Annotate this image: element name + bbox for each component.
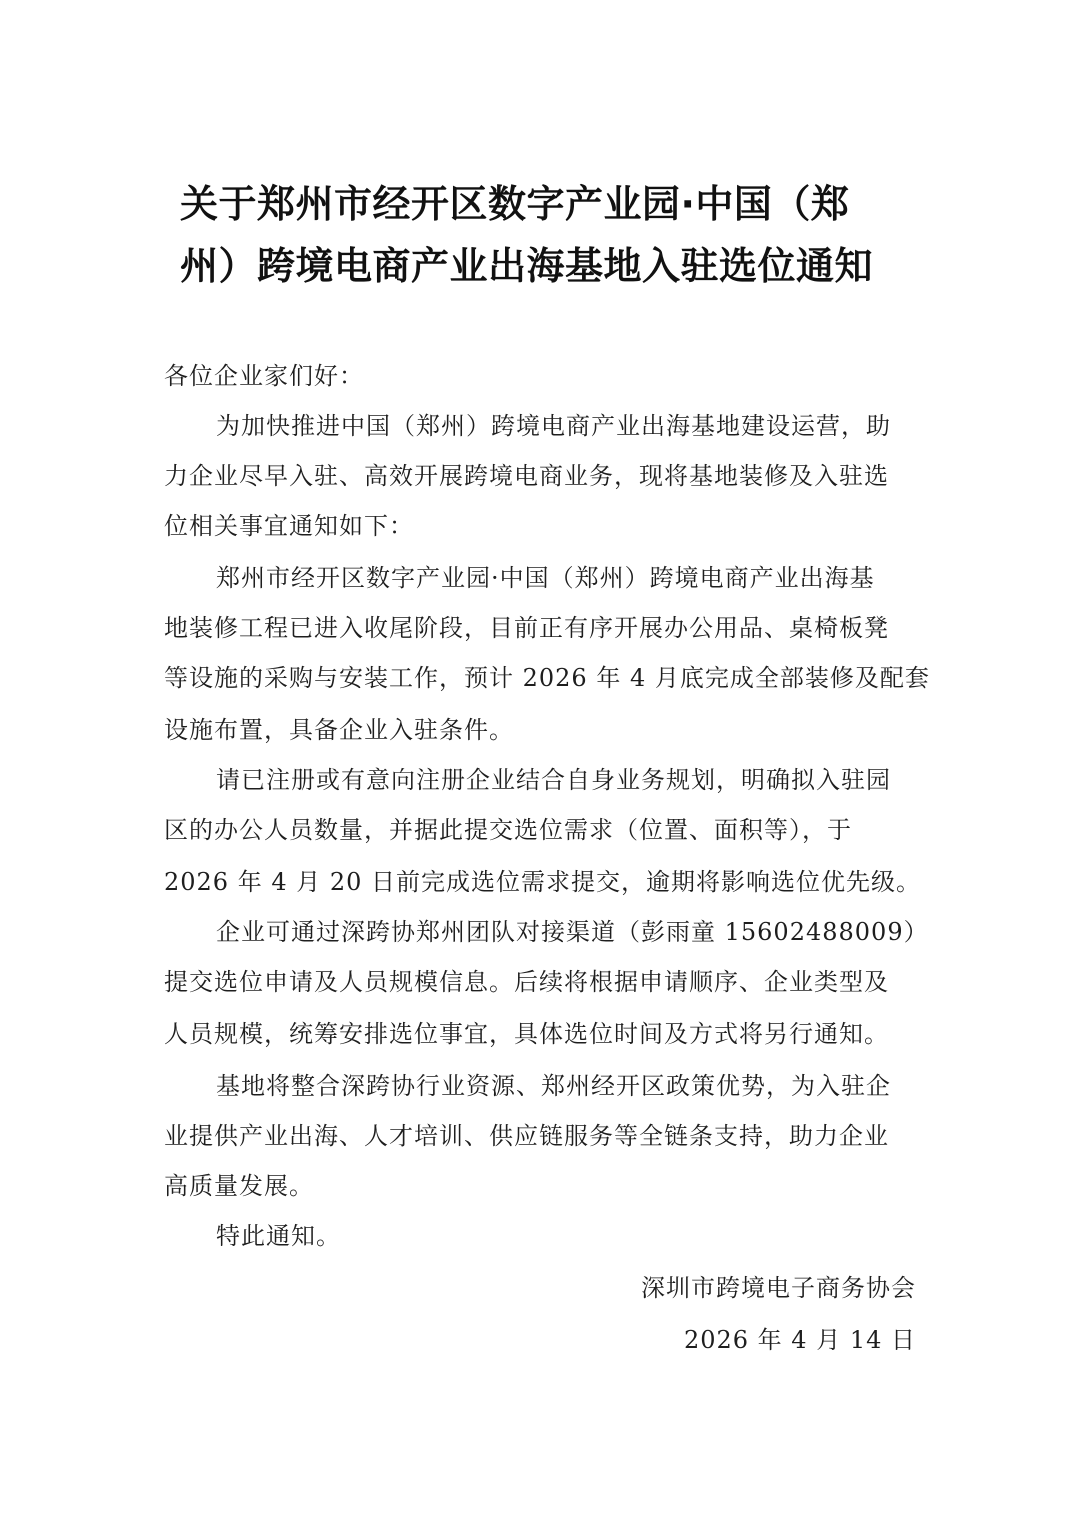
paragraph-5-line-2: 业提供产业出海、人才培训、供应链服务等全链条支持，助力企业 [164, 1122, 889, 1150]
paragraph-1-line-3: 位相关事宜通知如下： [164, 512, 414, 540]
paragraph-1-line-1: 为加快推进中国（郑州）跨境电商产业出海基地建设运营，助 [216, 412, 891, 440]
paragraph-3-line-3: 2026 年 4 月 20 日前完成选位需求提交，逾期将影响选位优先级。 [164, 868, 922, 896]
paragraph-5-line-1: 基地将整合深跨协行业资源、郑州经开区政策优势，为入驻企 [216, 1072, 891, 1100]
document-title-line-1: 关于郑州市经开区数字产业园·中国（郑 [180, 182, 850, 226]
paragraph-3-line-2: 区的办公人员数量，并据此提交选位需求（位置、面积等），于 [164, 816, 852, 844]
paragraph-2-line-3: 等设施的采购与安装工作，预计 2026 年 4 月底完成全部装修及配套 [164, 664, 930, 692]
closing-line: 特此通知。 [216, 1222, 341, 1250]
paragraph-1-line-2: 力企业尽早入驻、高效开展跨境电商业务，现将基地装修及入驻选 [164, 462, 889, 490]
paragraph-2-line-1: 郑州市经开区数字产业园·中国（郑州）跨境电商产业出海基 [216, 564, 875, 592]
paragraph-3-line-1: 请已注册或有意向注册企业结合自身业务规划，明确拟入驻园 [216, 766, 891, 794]
paragraph-2-line-4: 设施布置，具备企业入驻条件。 [164, 716, 514, 744]
salutation: 各位企业家们好： [164, 362, 364, 390]
paragraph-4-line-1: 企业可通过深跨协郑州团队对接渠道（彭雨童 15602488009） [216, 918, 929, 946]
paragraph-4-line-2: 提交选位申请及人员规模信息。后续将根据申请顺序、企业类型及 [164, 968, 889, 996]
paragraph-4-line-3: 人员规模，统筹安排选位事宜，具体选位时间及方式将另行通知。 [164, 1020, 889, 1048]
signature-organization: 深圳市跨境电子商务协会 [641, 1274, 916, 1302]
document-title-line-2: 州）跨境电商产业出海基地入驻选位通知 [180, 244, 874, 288]
paragraph-2-line-2: 地装修工程已进入收尾阶段，目前正有序开展办公用品、桌椅板凳 [164, 614, 889, 642]
signature-date: 2026 年 4 月 14 日 [683, 1326, 916, 1354]
paragraph-5-line-3: 高质量发展。 [164, 1172, 314, 1200]
